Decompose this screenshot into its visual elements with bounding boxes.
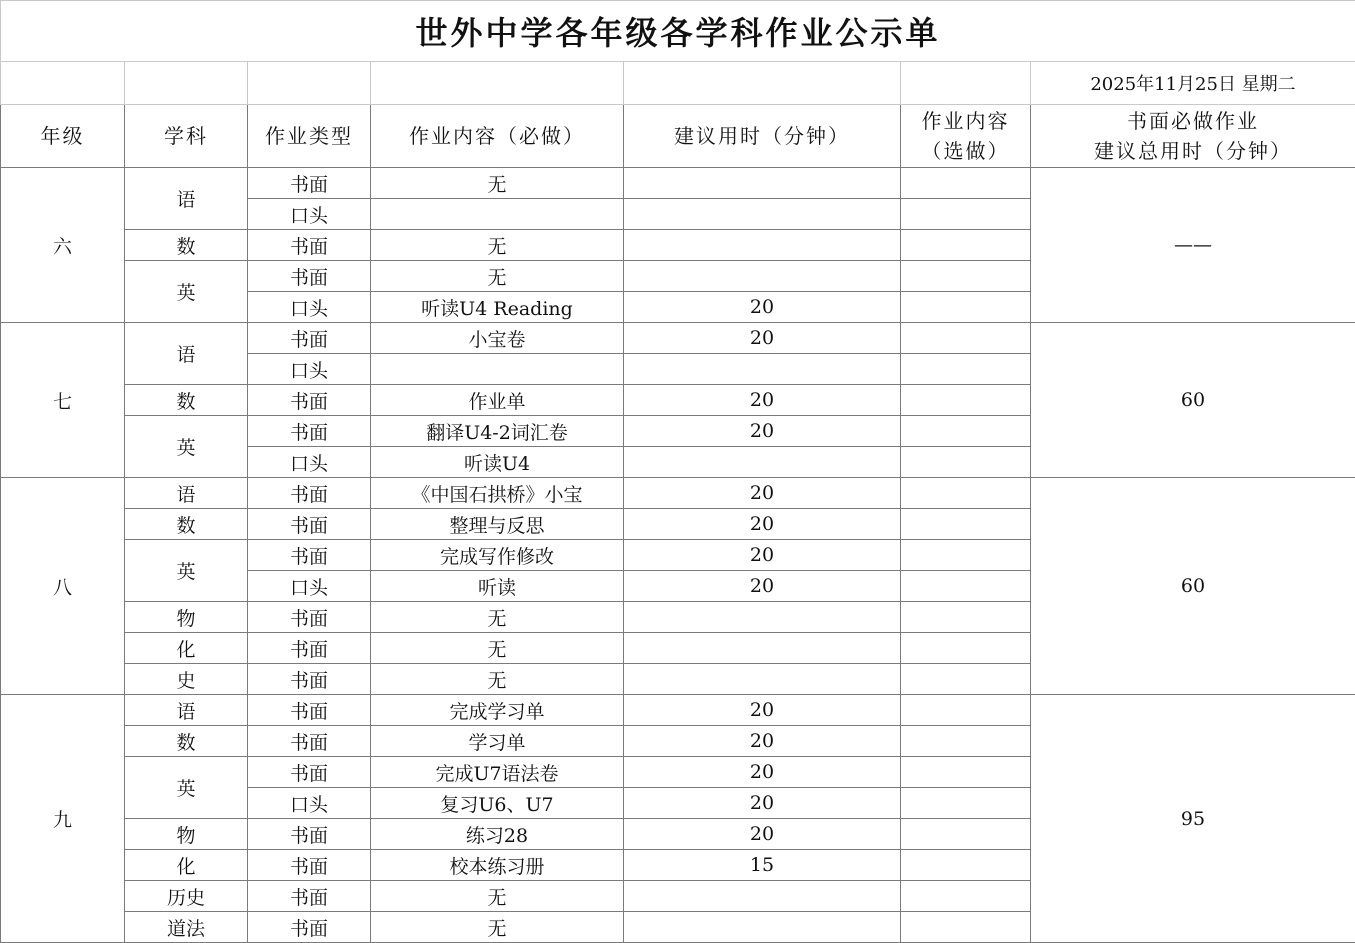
content-cell: 完成写作修改 (371, 540, 624, 571)
subject-cell: 化 (125, 850, 248, 881)
time-cell: 20 (624, 726, 901, 757)
grade-cell: 八 (1, 478, 125, 695)
optional-cell (901, 633, 1031, 664)
optional-cell (901, 354, 1031, 385)
subject-cell: 史 (125, 664, 248, 695)
subject-cell: 语 (125, 168, 248, 230)
header-grade: 年级 (1, 105, 125, 168)
content-cell: 小宝卷 (371, 323, 624, 354)
subject-cell: 物 (125, 819, 248, 850)
time-cell: 20 (624, 695, 901, 726)
type-cell: 书面 (248, 819, 371, 850)
content-cell: 无 (371, 261, 624, 292)
time-cell: 20 (624, 323, 901, 354)
time-cell (624, 199, 901, 230)
type-cell: 书面 (248, 881, 371, 912)
type-cell: 书面 (248, 478, 371, 509)
time-cell (624, 664, 901, 695)
optional-cell (901, 261, 1031, 292)
blank-cell (901, 62, 1031, 105)
content-cell: 无 (371, 168, 624, 199)
table-row (1, 695, 1355, 726)
content-cell: 复习U6、U7 (371, 788, 624, 819)
optional-cell (901, 168, 1031, 199)
header-total (1031, 105, 1355, 168)
content-cell: 学习单 (371, 726, 624, 757)
blank-cell (125, 62, 248, 105)
subject-cell: 数 (125, 726, 248, 757)
total-time-cell: —— (1031, 168, 1355, 323)
optional-cell (901, 757, 1031, 788)
subject-cell: 数 (125, 230, 248, 261)
type-cell: 书面 (248, 230, 371, 261)
content-cell: 听读U4 (371, 447, 624, 478)
type-cell: 书面 (248, 850, 371, 881)
type-cell: 书面 (248, 261, 371, 292)
time-cell (624, 261, 901, 292)
optional-cell (901, 912, 1031, 943)
type-cell: 口头 (248, 571, 371, 602)
subject-cell: 语 (125, 323, 248, 385)
optional-cell (901, 571, 1031, 602)
optional-cell (901, 199, 1031, 230)
header-type: 作业类型 (248, 105, 371, 168)
time-cell: 15 (624, 850, 901, 881)
type-cell: 书面 (248, 385, 371, 416)
total-time-cell: 95 (1031, 695, 1355, 943)
header-time: 建议用时（分钟） (624, 105, 901, 168)
time-cell (624, 447, 901, 478)
time-cell: 20 (624, 540, 901, 571)
optional-cell (901, 850, 1031, 881)
time-cell (624, 602, 901, 633)
optional-cell (901, 230, 1031, 261)
type-cell: 书面 (248, 695, 371, 726)
header-subject: 学科 (125, 105, 248, 168)
type-cell: 书面 (248, 633, 371, 664)
type-cell: 口头 (248, 788, 371, 819)
subject-cell: 数 (125, 385, 248, 416)
time-cell: 20 (624, 385, 901, 416)
header-total-line2: 建议总用时（分钟） (1031, 136, 1355, 166)
optional-cell (901, 447, 1031, 478)
subject-cell: 语 (125, 478, 248, 509)
content-cell: 无 (371, 881, 624, 912)
content-cell: 无 (371, 230, 624, 261)
type-cell: 口头 (248, 292, 371, 323)
table-row (1, 168, 1355, 199)
content-cell: 《中国石拱桥》小宝 (371, 478, 624, 509)
time-cell: 20 (624, 478, 901, 509)
type-cell: 书面 (248, 912, 371, 943)
time-cell: 20 (624, 509, 901, 540)
blank-cell (248, 62, 371, 105)
header-optional-line1: 作业内容 (901, 106, 1030, 136)
optional-cell (901, 788, 1031, 819)
optional-cell (901, 726, 1031, 757)
content-cell: 无 (371, 602, 624, 633)
time-cell (624, 881, 901, 912)
content-cell: 听读U4 Reading (371, 292, 624, 323)
subject-cell: 化 (125, 633, 248, 664)
header-total-line1: 书面必做作业 (1031, 106, 1355, 136)
subject-cell: 物 (125, 602, 248, 633)
type-cell: 口头 (248, 199, 371, 230)
time-cell: 20 (624, 292, 901, 323)
optional-cell (901, 881, 1031, 912)
time-cell: 20 (624, 757, 901, 788)
type-cell: 口头 (248, 354, 371, 385)
time-cell: 20 (624, 788, 901, 819)
subject-cell: 英 (125, 757, 248, 819)
type-cell: 书面 (248, 757, 371, 788)
optional-cell (901, 385, 1031, 416)
type-cell: 书面 (248, 602, 371, 633)
time-cell (624, 912, 901, 943)
optional-cell (901, 416, 1031, 447)
type-cell: 书面 (248, 416, 371, 447)
blank-cell (1, 62, 125, 105)
subject-cell: 英 (125, 540, 248, 602)
content-cell: 无 (371, 912, 624, 943)
subject-cell: 英 (125, 416, 248, 478)
optional-cell (901, 664, 1031, 695)
optional-cell (901, 292, 1031, 323)
grade-cell: 六 (1, 168, 125, 323)
content-cell: 作业单 (371, 385, 624, 416)
grade-cell: 九 (1, 695, 125, 943)
optional-cell (901, 602, 1031, 633)
total-time-cell: 60 (1031, 323, 1355, 478)
content-cell: 整理与反思 (371, 509, 624, 540)
type-cell: 书面 (248, 323, 371, 354)
header-optional-line2: （选做） (901, 136, 1030, 166)
subject-cell: 英 (125, 261, 248, 323)
time-cell: 20 (624, 819, 901, 850)
page-title: 世外中学各年级各学科作业公示单 (1, 1, 1355, 62)
optional-cell (901, 323, 1031, 354)
content-cell: 校本练习册 (371, 850, 624, 881)
optional-cell (901, 540, 1031, 571)
content-cell: 完成学习单 (371, 695, 624, 726)
time-cell (624, 633, 901, 664)
type-cell: 书面 (248, 168, 371, 199)
content-cell: 无 (371, 633, 624, 664)
subject-cell: 历史 (125, 881, 248, 912)
table-row (1, 323, 1355, 354)
subject-cell: 语 (125, 695, 248, 726)
date-label: 2025年11月25日 星期二 (1031, 62, 1355, 105)
blank-cell (624, 62, 901, 105)
time-cell: 20 (624, 571, 901, 602)
time-cell (624, 230, 901, 261)
time-cell (624, 168, 901, 199)
type-cell: 口头 (248, 447, 371, 478)
total-time-cell: 60 (1031, 478, 1355, 695)
time-cell: 20 (624, 416, 901, 447)
table-row (1, 478, 1355, 509)
content-cell (371, 199, 624, 230)
optional-cell (901, 819, 1031, 850)
optional-cell (901, 478, 1031, 509)
subject-cell: 数 (125, 509, 248, 540)
type-cell: 书面 (248, 664, 371, 695)
content-cell: 无 (371, 664, 624, 695)
optional-cell (901, 695, 1031, 726)
content-cell: 翻译U4-2词汇卷 (371, 416, 624, 447)
header-optional (901, 105, 1031, 168)
type-cell: 书面 (248, 726, 371, 757)
grade-cell: 七 (1, 323, 125, 478)
content-cell (371, 354, 624, 385)
subject-cell: 道法 (125, 912, 248, 943)
type-cell: 书面 (248, 509, 371, 540)
type-cell: 书面 (248, 540, 371, 571)
time-cell (624, 354, 901, 385)
header-content: 作业内容（必做） (371, 105, 624, 168)
content-cell: 练习28 (371, 819, 624, 850)
optional-cell (901, 509, 1031, 540)
blank-cell (371, 62, 624, 105)
content-cell: 听读 (371, 571, 624, 602)
content-cell: 完成U7语法卷 (371, 757, 624, 788)
